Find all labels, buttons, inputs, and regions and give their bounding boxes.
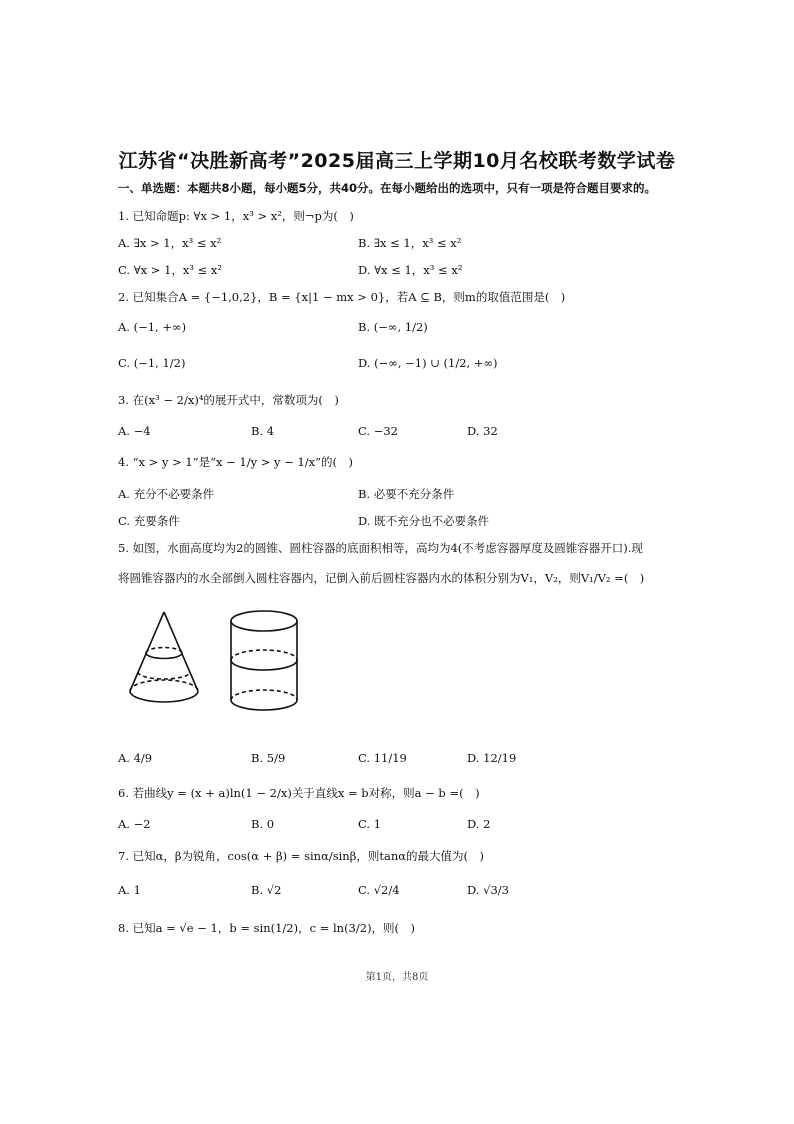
question-3-option-a: A. −4: [118, 424, 151, 438]
cone-water-back: [146, 648, 182, 654]
question-7-option-c: C. √2/4: [358, 883, 400, 897]
question-2-option-a: A. (−1, +∞): [118, 320, 187, 334]
cylinder-base-back: [231, 690, 297, 700]
cone-base-back: [130, 680, 198, 691]
question-7-option-a: A. 1: [118, 883, 141, 897]
question-7-stem: 7. 已知α，β为锐角，cos(α + β) = sinα/sinβ，则tanα的最大值为( ): [118, 849, 484, 863]
cone-base-front: [130, 691, 198, 702]
question-6-option-c: C. 1: [358, 817, 382, 831]
question-2-option-b: B. (−∞, 1/2): [358, 320, 428, 334]
question-5-stem-line-2: 将圆锥容器内的水全部倒入圆柱容器内，记倒入前后圆柱容器内水的体积分别为V₁，V₂，则V₁/V₂ =( ): [118, 571, 645, 585]
cylinder-water-front: [231, 660, 297, 670]
question-5-option-b: B. 5/9: [251, 751, 286, 765]
cylinder-water-back: [231, 650, 297, 660]
cone-diagram: [130, 612, 198, 702]
cylinder-base-front: [231, 700, 297, 710]
question-4-option-c: C. 充要条件: [118, 514, 180, 528]
question-3-option-b: B. 4: [251, 424, 275, 438]
question-8-stem: 8. 已知a = √e − 1，b = sin(1/2)，c = ln(3/2)，则( ): [118, 921, 416, 935]
question-2-stem: 2. 已知集合A = {−1,0,2}，B = {x|1 − mx > 0}，若A ⊆ B，则m的取值范围是( ): [118, 290, 566, 304]
question-7-option-b: B. √2: [251, 883, 282, 897]
question-4-option-b: B. 必要不充分条件: [358, 487, 455, 501]
question-6-stem: 6. 若曲线y = (x + a)ln(1 − 2/x)关于直线x = b对称，则a − b =( ): [118, 786, 480, 800]
question-1-option-b: B. ∃x ≤ 1，x³ ≤ x²: [358, 236, 462, 250]
cylinder-diagram: [231, 611, 297, 710]
cone-mid-dashed: [138, 672, 190, 679]
question-5-stem: 5. 如图，水面高度均为2的圆锥、圆柱容器的底面积相等，高均为4(不考虑容器厚度及圆锥容器开口).现: [118, 541, 643, 555]
question-1-option-a: A. ∃x > 1，x³ ≤ x²: [118, 236, 222, 250]
question-5-option-a: A. 4/9: [118, 751, 153, 765]
question-3-stem: 3. 在(x³ − 2/x)⁴的展开式中，常数项为( ): [118, 393, 339, 407]
question-5-option-d: D. 12/19: [467, 751, 517, 765]
question-1-option-c: C. ∀x > 1，x³ ≤ x²: [118, 263, 223, 277]
question-6-option-d: D. 2: [467, 817, 491, 831]
question-5-option-c: C. 11/19: [358, 751, 407, 765]
question-2-option-d: D. (−∞, −1) ∪ (1/2, +∞): [358, 356, 498, 370]
cone-water-front: [146, 653, 182, 659]
question-2-option-c: C. (−1, 1/2): [118, 356, 186, 370]
section-header: 一、单选题：本题共8小题，每小题5分，共40分。在每小题给出的选项中，只有一项是符合题目要求的。: [118, 181, 657, 195]
page-footer: 第1页，共8页: [365, 972, 429, 983]
question-3-option-c: C. −32: [358, 424, 398, 438]
question-7-option-d: D. √3/3: [467, 883, 509, 897]
page-title: 江苏省“决胜新高考”2025届高三上学期10月名校联考数学试卷: [118, 150, 676, 172]
question-1-stem: 1. 已知命题p: ∀x > 1，x³ > x²，则¬p为( ): [118, 209, 354, 223]
question-6-option-a: A. −2: [118, 817, 151, 831]
question-3-option-d: D. 32: [467, 424, 498, 438]
question-4-stem: 4. “x > y > 1”是“x − 1/y > y − 1/x”的( ): [118, 455, 353, 469]
cone-and-cylinder-figure: [124, 608, 314, 718]
question-1-option-d: D. ∀x ≤ 1，x³ ≤ x²: [358, 263, 463, 277]
cylinder-top: [231, 611, 297, 631]
question-6-option-b: B. 0: [251, 817, 275, 831]
question-4-option-a: A. 充分不必要条件: [118, 487, 215, 501]
question-4-option-d: D. 既不充分也不必要条件: [358, 514, 490, 528]
